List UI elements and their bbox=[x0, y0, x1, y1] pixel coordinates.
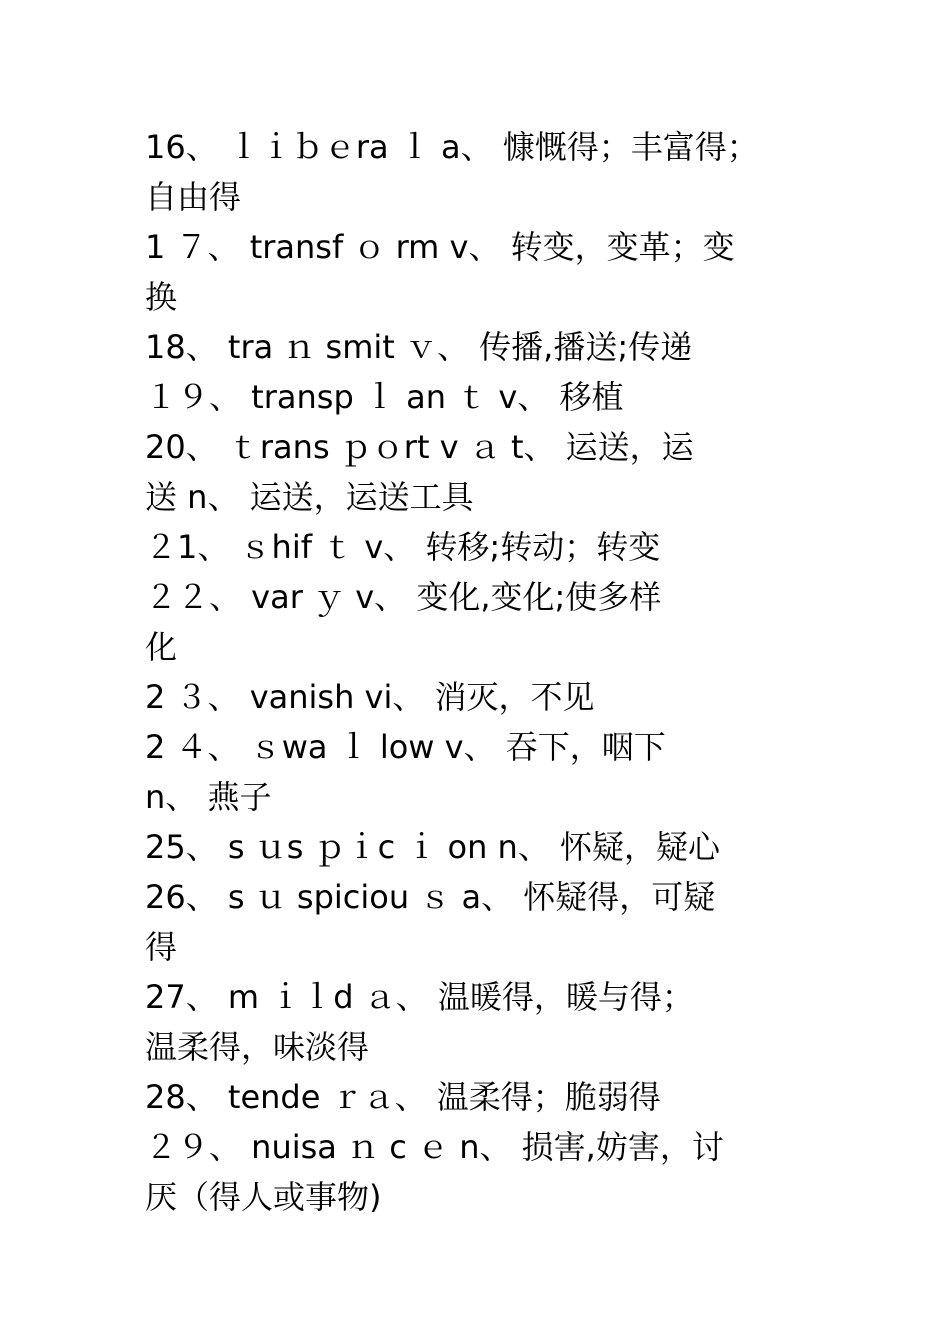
vocab-entry-29 bbox=[145, 1122, 825, 1222]
vocab-entry-16 bbox=[145, 122, 825, 222]
vocab-entry-22 bbox=[145, 572, 825, 672]
entry-line: 27、 m ｉｌd ａ、 温暖得，暖与得； bbox=[145, 978, 694, 1016]
vocab-entry-18 bbox=[145, 322, 825, 372]
entry-line: 28、 tende ｒａ、 温柔得；脆弱得 bbox=[145, 1078, 661, 1116]
entry-line: n、 燕子 bbox=[145, 778, 272, 816]
entry-line: 1 ７、 transf ｏ rm v、 转变，变革；变 bbox=[145, 228, 735, 266]
vocab-entry-19 bbox=[145, 372, 825, 422]
entry-line: 得 bbox=[145, 928, 178, 966]
document-page bbox=[145, 122, 825, 1222]
entry-line: 2 ３、 vanish vi、 消灭，不见 bbox=[145, 678, 595, 716]
entry-line: 化 bbox=[145, 628, 178, 666]
entry-line: 送 n、 运送，运送工具 bbox=[145, 478, 474, 516]
vocab-entry-21 bbox=[145, 522, 825, 572]
vocab-entry-23 bbox=[145, 672, 825, 722]
entry-line: ２1、 ｓhif ｔ v、 转移;转动；转变 bbox=[145, 528, 661, 566]
entry-line: 自由得 bbox=[145, 178, 242, 216]
entry-line: 25、 s ｕs ｐｉc ｉ on n、 怀疑，疑心 bbox=[145, 828, 721, 866]
vocab-entry-27 bbox=[145, 972, 825, 1072]
entry-line: 18、 tra ｎ smit ｖ、 传播,播送;传递 bbox=[145, 328, 693, 366]
vocab-entry-20 bbox=[145, 422, 825, 522]
vocab-entry-25 bbox=[145, 822, 825, 872]
entry-line: 2 ４、 ｓwa ｌ low v、 吞下，咽下 bbox=[145, 728, 666, 766]
entry-line: 16、 ｌｉｂｅra ｌ a、 慷慨得；丰富得； bbox=[145, 128, 759, 166]
entry-line: 26、 s ｕ spiciou ｓ a、 怀疑得，可疑 bbox=[145, 878, 716, 916]
vocab-entry-24 bbox=[145, 722, 825, 822]
entry-line: １９、 transp ｌ an ｔ v、 移植 bbox=[145, 378, 624, 416]
entry-line: 厌（得人或事物) bbox=[145, 1178, 382, 1216]
vocab-entry-17 bbox=[145, 222, 825, 322]
entry-line: ２９、 nuisa ｎ c ｅ n、 损害,妨害，讨 bbox=[145, 1128, 724, 1166]
entry-line: 20、 ｔrans ｐｏrt v ａ t、 运送，运 bbox=[145, 428, 694, 466]
entry-line: 温柔得，味淡得 bbox=[145, 1028, 370, 1066]
vocab-entry-26 bbox=[145, 872, 825, 972]
entry-line: 换 bbox=[145, 278, 178, 316]
vocab-entry-28 bbox=[145, 1072, 825, 1122]
entry-line: ２２、 var ｙ v、 变化,变化;使多样 bbox=[145, 578, 662, 616]
